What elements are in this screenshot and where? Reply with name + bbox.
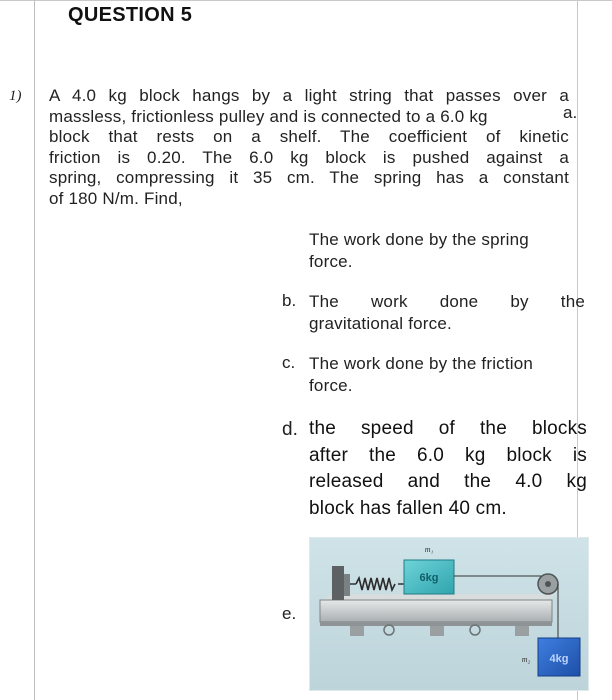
stem-line: spring, compressing it 35 cm. The spring has a constant xyxy=(49,168,569,187)
pulley-axle xyxy=(545,581,551,587)
part-line: force. xyxy=(309,376,353,395)
part-line: force. xyxy=(309,252,353,271)
stem-line: of 180 N/m. Find, xyxy=(49,188,183,208)
shelf-leg xyxy=(430,626,444,636)
block-4kg-label: 4kg xyxy=(549,653,569,665)
m2-label: m₂ xyxy=(521,655,531,664)
part-line: The work done by the xyxy=(309,292,585,311)
part-c-text xyxy=(309,353,594,397)
stem-line: friction is 0.20. The 6.0 kg block is pushed against a xyxy=(49,147,569,167)
part-line: The work done by the spring xyxy=(309,230,529,249)
block-6kg-label: 6kg xyxy=(419,572,439,584)
stem-line: massless, frictionless pulley and is connected to a 6.0 kg xyxy=(49,106,488,126)
part-a-label: a. xyxy=(563,103,578,122)
part-d-text xyxy=(309,416,587,522)
wall-stop-plate xyxy=(344,574,350,596)
part-e-label: e. xyxy=(282,604,297,623)
shelf-leg xyxy=(350,626,364,636)
pulley-diagram xyxy=(309,537,589,691)
wall-stop xyxy=(332,566,344,600)
part-b-label: b. xyxy=(282,291,297,310)
part-d-label: d. xyxy=(282,419,298,440)
part-line: after the 6.0 kg block is xyxy=(309,444,587,466)
top-border xyxy=(0,0,612,1)
part-line: released and the 4.0 kg xyxy=(309,471,587,492)
shelf-leg xyxy=(515,626,529,636)
part-line: block has fallen 40 cm. xyxy=(309,497,507,519)
part-line: gravitational force. xyxy=(309,314,452,333)
shelf-edge xyxy=(320,622,552,626)
shelf xyxy=(320,600,552,622)
question-heading: QUESTION 5 xyxy=(68,4,193,26)
problem-statement xyxy=(49,86,569,209)
pulley-diagram-svg xyxy=(310,538,588,690)
part-c-label: c. xyxy=(282,353,296,372)
part-b-text xyxy=(309,291,589,335)
shelf-top xyxy=(322,594,556,600)
part-line: the speed of the blocks xyxy=(309,418,587,439)
stem-line: A 4.0 kg block hangs by a light string that passes over a xyxy=(49,86,569,105)
part-line: The work done by the friction xyxy=(309,354,534,373)
margin-line xyxy=(34,0,35,700)
stem-line: block that rests on a shelf. The coefficient of kinetic xyxy=(49,127,569,146)
question-number: 1) xyxy=(9,88,22,104)
m1-label: m₁ xyxy=(424,545,434,554)
part-a-text xyxy=(309,229,589,273)
